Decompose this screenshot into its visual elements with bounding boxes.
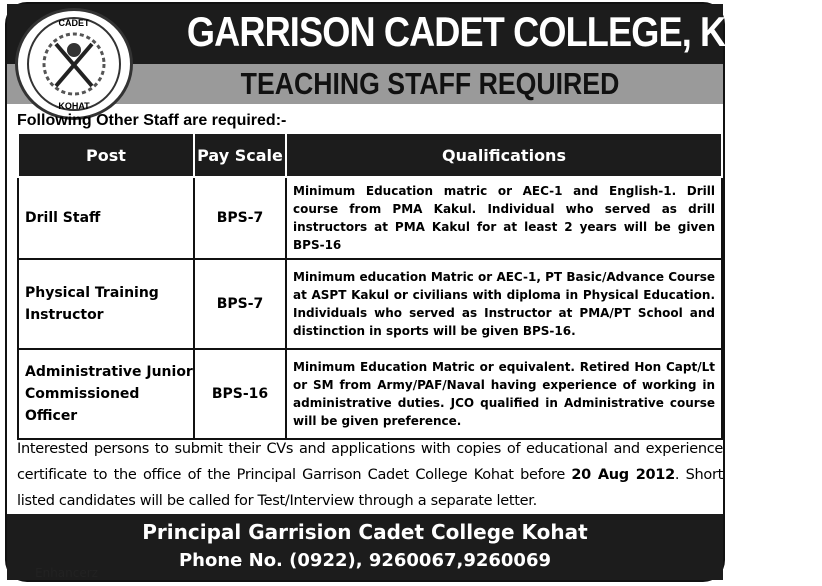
intro-line: Following Other Staff are required:- — [17, 112, 287, 129]
ad-subtitle: TEACHING STAFF REQUIRED — [240, 66, 620, 101]
post-cell: Drill Staff — [18, 177, 194, 259]
college-crest-logo — [15, 8, 133, 120]
instructions-text-end: . Short listed candidates will be called for Test/Interview through a separate letter. — [17, 467, 723, 509]
deadline: 20 Aug 2012 — [571, 467, 675, 483]
table-header — [18, 133, 722, 177]
svg-text:CADET: CADET — [58, 18, 90, 28]
crest-icon — [24, 14, 124, 114]
contact-phone: Phone No. (0922), 9260067,9260069 — [178, 550, 552, 571]
contact-footer — [7, 514, 723, 580]
application-instructions — [17, 436, 723, 514]
qualification-cell: Minimum education Matric or AEC-1, PT Basic/Advance Course at ASPT Kakul or civilians with diploma in Physical Education. Individuals who served as Instructor at PMA/PT School and distinction in sports will be given BPS-16. — [286, 259, 722, 349]
header-post: Post — [18, 133, 194, 177]
pay-cell: BPS-7 — [194, 259, 286, 349]
contact-name: Principal Garrision Cadet College Kohat — [142, 520, 588, 544]
advertisement — [5, 2, 822, 582]
svg-text:KOHAT: KOHAT — [58, 101, 90, 111]
college-title: GARRISON CADET COLLEGE, KOHAT — [186, 8, 822, 55]
watermark: Enhancerz — [35, 566, 98, 580]
header-pay-scale: Pay Scale — [194, 133, 286, 177]
staff-table — [17, 132, 723, 440]
qualification-cell: Minimum Education matric or AEC-1 and English-1. Drill course from PMA Kakul. Individual who served as drill instructors at PMA Kakul for at least 2 years will be given BPS-16 — [286, 177, 722, 259]
table-row — [18, 349, 722, 439]
post-cell: Physical Training Instructor — [18, 259, 194, 349]
post-cell: Administrative Junior Commissioned Officer — [18, 349, 194, 439]
pay-cell: BPS-16 — [194, 349, 286, 439]
header-qualifications: Qualifications — [286, 133, 722, 177]
pay-cell: BPS-7 — [194, 177, 286, 259]
instructions-text: Interested persons to submit their CVs and applications with copies of educational and experience certificate to the office of the Principal Garrison Cadet College Kohat before — [17, 441, 723, 483]
qualification-cell: Minimum Education Matric or equivalent. Retired Hon Capt/Lt or SM from Army/PAF/Naval having experience of working in administrative duties. JCO qualified in Administrative course will be given preference. — [286, 349, 722, 439]
table-row — [18, 259, 722, 349]
table-row — [18, 177, 722, 259]
